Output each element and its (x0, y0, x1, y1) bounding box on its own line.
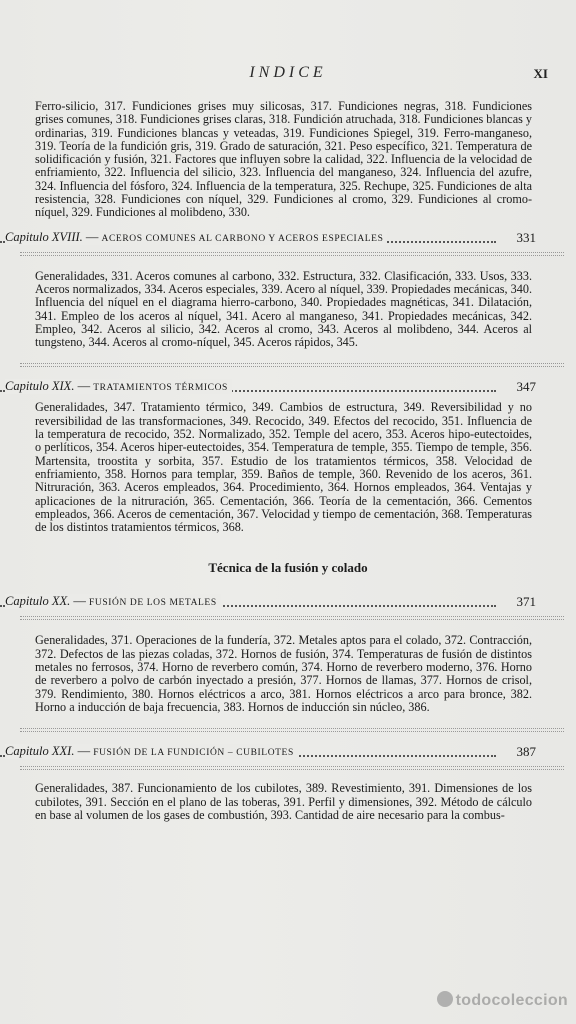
chapter-title: ACEROS COMUNES AL CARBONO Y ACEROS ESPECIALES (101, 233, 384, 244)
watermark-icon (437, 991, 453, 1007)
chapter-page-number: 331 (516, 229, 536, 245)
index-entries (0, 100, 576, 822)
chapter-label: Capitulo XXI. (5, 744, 75, 759)
chapter-page-number: 371 (516, 594, 536, 610)
chapter-heading-xviii: Capitulo XVIII. — ACEROS COMUNES AL CARBONO Y ACEROS ESPECIALES 331 (0, 230, 576, 246)
page-number: XI (533, 66, 548, 81)
chapter-page-number: 347 (516, 379, 536, 395)
chapter-body-xxi: Generalidades, 387. Funcionamiento de los cubilotes, 389. Revestimiento, 391. Dimensiones de los cubilotes, 391. Sección en el plano de las toberas, 391. Perfil y dimensiones, 392. Método de cálculo en base al volumen de los gases de combustión, 393. Cantidad de aire necesario para la combus- (35, 781, 532, 822)
chapter-title: FUSIÓN DE LA FUNDICIÓN – CUBILOTES (93, 748, 294, 759)
page-header-title: INDICE (249, 64, 327, 81)
watermark-logo: todocoleccion (437, 991, 568, 1010)
chapter-heading-xix: Capitulo XIX. — TRATAMIENTOS TÉRMICOS 347 (0, 379, 576, 395)
chapter-heading-xx: Capitulo XX. — FUSIÓN DE LOS METALES 371 (0, 594, 576, 610)
chapter-title: FUSIÓN DE LOS METALES (89, 598, 217, 609)
chapter-label: Capitulo XX. (5, 594, 71, 609)
dotted-rule (20, 616, 564, 620)
dotted-rule (20, 252, 564, 256)
dotted-rule (20, 728, 564, 732)
chapter-body-xviii: Generalidades, 331. Aceros comunes al carbono, 332. Estructura, 332. Clasificación, 333. Usos, 333. Aceros normalizados, 334. Aceros especiales, 339. Acero al níquel, 339. Propiedades mecánicas, 340. Influencia del níquel en el diagrama hierro-carbono, 340. Propiedades magnéticas, 341. Dilatación, 341. Empleo de los aceros al níquel, 341. Acero al manganeso, 341. Propiedades mecánicas, 342. Empleo, 342. Aceros al silicio, 342. Aceros al cromo, 343. Aceros al molibdeno, 344. Aceros al tungsteno, 344. Aceros al cromo-níquel, 345. Aceros rápidos, 345. (35, 268, 532, 350)
intro-paragraph: Ferro-silicio, 317. Fundiciones grises muy silicosas, 317. Fundiciones negras, 318. Fundiciones grises comunes, 318. Fundiciones grises claras, 318. Fundición atruchada, 318. Fundiciones blancas y ordinarias, 319. Fundiciones blancas y veteadas, 319. Fundiciones Spiegel, 319. Ferro-manganeso, 319. Teoría de la fundición gris, 319. Grado de saturación, 321. Peso específico, 321. Temperatura de solidificación y fusión, 321. Factores que influyen sobre la calidad, 322. Influencia de la velocidad de enfriamiento, 322. Influencia del silicio, 323. Influencia del manganeso, 324. Influencia del azufre, 324. Influencia del fósforo, 324. Influencia de la temperatura, 325. Rechupe, 325. Fundiciones de alta resistencia, 328. Fundiciones con níquel, 329. Fundiciones al cromo, 329. Fundiciones al cromo-níquel, 329. Fundiciones al molibdeno, 330. (35, 99, 532, 220)
dotted-rule (20, 363, 564, 367)
chapter-label: Capitulo XVIII. (5, 229, 83, 244)
chapter-label: Capitulo XIX. (5, 379, 75, 394)
chapter-page-number: 387 (516, 744, 536, 760)
section-heading: Técnica de la fusión y colado (208, 560, 368, 576)
chapter-body-xix: Generalidades, 347. Tratamiento térmico, 349. Cambios de estructura, 349. Reversibilidad y no reversibilidad de las transformaciones, 349. Recocido, 349. Efectos del recocido, 351. Influencia de la temperatura de recocido, 352. Normalizado, 352. Temple del acero, 353. Aceros hipo-eutectoides, o perlíticos, 354. Aceros hiper-eutectoides, 354. Temperatura de temple, 355. Tiempo de temple, 356. Martensita, troostita y sorbita, 357. Estudio de los tratamientos térmicos, 358. Velocidad de enfriamiento, 358. Hornos para templar, 359. Baños de temple, 360. Revenido de los aceros, 361. Nitruración, 363. Aceros empleados, 364. Procedimiento, 364. Hornos empleados, 364. Ventajas y aplicaciones de la nitruración, 365. Cementación, 366. Teoría de la cementación, 366. Cementos empleados, 366. Aceros de cementación, 367. Velocidad y tiempo de cementación, 368. Temperaturas de los distintos tratamientos térmicos, 368. (35, 400, 532, 535)
dotted-rule (20, 766, 564, 770)
chapter-heading-xxi: Capitulo XXI. — FUSIÓN DE LA FUNDICIÓN – CUBILOTES 387 (0, 744, 576, 760)
chapter-title: TRATAMIENTOS TÉRMICOS (93, 383, 228, 394)
chapter-body-xx: Generalidades, 371. Operaciones de la fundería, 372. Metales aptos para el colado, 372. Contracción, 372. Defectos de las piezas coladas, 372. Hornos de fusión, 374. Temperaturas de fusión de distintos metales no ferrosos, 374. Horno de reverbero común, 374. Horno de reverbero moderno, 376. Horno de reverbero a polvo de carbón inyectado a presión, 377. Hornos de llamas, 377. Hornos de crisol, 379. Rendimiento, 380. Hornos eléctricos a arco, 381. Hornos eléctricos a arco para bronce, 382. Horno a inducción de baja frecuencia, 383. Hornos de inducción sin núcleo, 386. (35, 633, 532, 714)
